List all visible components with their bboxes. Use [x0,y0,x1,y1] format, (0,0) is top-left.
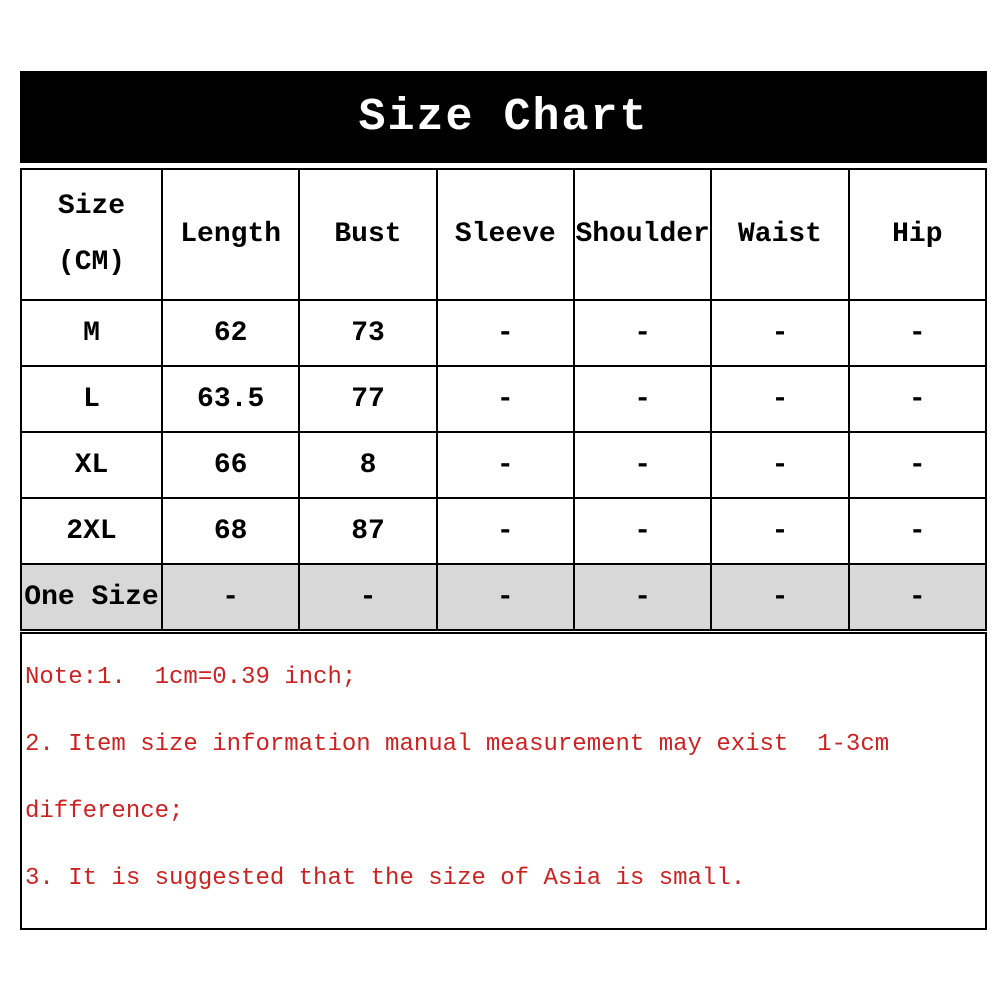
note-line-1: Note:1. 1cm=0.39 inch; [25,664,357,691]
table-row-m [21,300,986,366]
table-row-xl [21,432,986,498]
header-unit-label: (CM) [57,246,126,278]
title-bar [20,71,987,163]
value-cell: - [574,366,711,432]
value-cell: - [849,564,986,630]
table-row-2xl [21,498,986,564]
size-label-cell: M [21,300,162,366]
value-cell: 66 [162,432,299,498]
value-cell: - [849,432,986,498]
value-cell: - [711,564,848,630]
value-cell: - [849,300,986,366]
value-cell: 8 [299,432,436,498]
value-cell: - [299,564,436,630]
size-label-cell: L [21,366,162,432]
page-title: Size Chart [358,91,649,143]
header-size-label: Size [57,190,126,222]
value-cell: - [437,432,574,498]
size-label-cell: 2XL [21,498,162,564]
value-cell: 77 [299,366,436,432]
notes-box [20,632,987,930]
note-line-4: 3. It is suggested that the size of Asia is small. [25,865,746,892]
table-header-row [21,169,986,300]
header-cell-shoulder: Shoulder [574,169,711,300]
value-cell: 87 [299,498,436,564]
note-line-3: difference; [25,798,184,825]
size-table [20,168,987,631]
value-cell: - [574,564,711,630]
value-cell: 73 [299,300,436,366]
value-cell: - [574,300,711,366]
note-line-2: 2. Item size information manual measurement may exist 1-3cm [25,731,890,758]
value-cell: - [711,300,848,366]
value-cell: 62 [162,300,299,366]
value-cell: - [437,564,574,630]
value-cell: - [162,564,299,630]
value-cell: - [711,498,848,564]
header-cell-waist: Waist [711,169,848,300]
header-cell-hip: Hip [849,169,986,300]
size-label-cell: XL [21,432,162,498]
value-cell: - [574,498,711,564]
value-cell: - [849,366,986,432]
value-cell: - [437,366,574,432]
size-label-cell: One Size [21,564,162,630]
value-cell: - [437,300,574,366]
header-cell-bust: Bust [299,169,436,300]
value-cell: - [437,498,574,564]
value-cell: 63.5 [162,366,299,432]
header-cell-length: Length [162,169,299,300]
table-row-l [21,366,986,432]
value-cell: - [574,432,711,498]
table-row-one-size [21,564,986,630]
value-cell: - [711,432,848,498]
value-cell: - [711,366,848,432]
header-cell-size-cm [21,169,162,300]
value-cell: 68 [162,498,299,564]
value-cell: - [849,498,986,564]
header-cell-sleeve: Sleeve [437,169,574,300]
